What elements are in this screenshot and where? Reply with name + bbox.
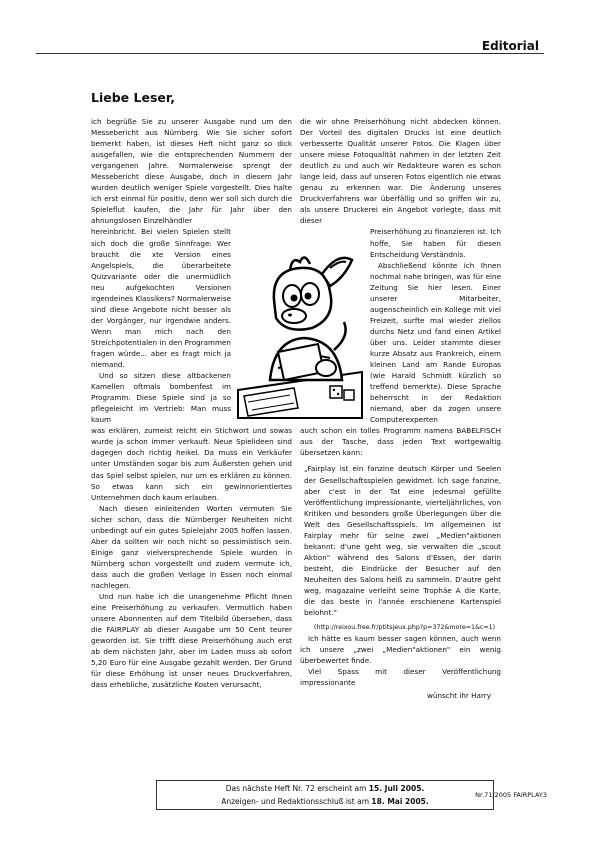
notice-line-2 [157, 796, 493, 809]
quote: „Fairplay ist ein fanzine deutsch Körper und Seelen der Gesellschaftsspielen gewidmet. Ich sage fanzine, aber c'est in der Tat eine jedesmal gefüllte Veröffentlichung impressionante, vierteljährliches, von Kritiken und besonders große Überlegungen über die Welt des Gesellschaftsspiels. Im allgemeinen ist Fairplay mehr für seine zwei „Medien"aktionen bekannt: d'une geht weg, sie verwalten die „scout Aktion" während des Salons d'Essen, der darin besteht, die Eindrücke der Besucher auf den Neuheiten des Salons heiß zu sammeln. D'autre geht weg, magazaine verleiht seine Trophäe A die Karte, die das beste in l'année erschienene Kartenspiel belohnt." [304, 464, 501, 618]
page-number: 3 [542, 791, 547, 799]
notice-next-issue-date: 15. Juli 2005. [368, 784, 425, 793]
section-title: Editorial [481, 39, 539, 53]
paragraph: hereinbricht. Bei vielen Spielen stellt sich doch die große Sinnfrage: Wer braucht die xte Version eines Angelspiels, die überarbeitete Quizvariante oder die unermüdlich neu aufgekochten Versionen irgendeines Klassikers? Normalerweise sind diese Angebote nicht besser als der Vorgänger, nur irgendwie anders. Wenn man mich nach den Streichpotentialen in den Programmen fragen würde... aber es fragt mich ja niemand. [91, 227, 231, 370]
paragraph: auch schon ein tolles Programm namens BABELFISCH aus der Tasche, dass jeden Text wortgewaltig übersetzen kann: [300, 426, 501, 458]
notice-line-2-text: Anzeigen- und Redaktionsschluß ist am [221, 796, 372, 806]
paragraph: Ich hätte es kaum besser sagen können, auch wenn ich unsere „zwei „Medien"aktionen" ein wenig überbewertet finde. [300, 634, 501, 666]
paragraph: Abschließend könnte ich Ihnen nochmal nahe bringen, was für eine Zeitung Sie hier lesen. Einer unserer Mitarbeiter, augenscheinlich ein Kollege mit viel Freizeit, surfte mal wieder ziellos durchs Netz und fand einen Artikel über uns. Leider stammte dieser kurze Absatz aus Frankreich, einem kleinen Land am Rande Europas (wie Harald Schmidt kürzlich so treffend bemerkte). Diese Sprache beherrscht in der Redaktion niemand, aber da zogen unsere Computerexperten [370, 260, 501, 425]
footer-issue: Nr.71/2005 FAIRPLAY [475, 791, 543, 799]
greeting-heading: Liebe Leser, [91, 90, 175, 105]
header-rule [36, 53, 544, 54]
paragraph: was erklären, zumeist reicht ein Stichwort und sowas wurde ja schon immer verkauft. Neue Spielideen sind dagegen doch richtig heikel. Da muss ein Verkäufer unter Umständen sogar bis zum Äußersten gehen und das Spiel selbst spielen, nur um es erklären zu können. So etwas kann sich ein gewinnorientiertes Unternehmen doch kaum erlauben. [91, 426, 292, 502]
page-footer [475, 791, 547, 799]
notice-line-1-text: Das nächste Heft Nr. 72 erscheint am [225, 784, 369, 793]
paragraph: Nach diesen einleitenden Worten vermuten Sie sicher schon, dass die Nürnberger Neuheiten nicht unbedingt auf ein gutes Spielejahr 2005 hoffen lassen. Aber da sollten wir noch nicht so pessimistisch sein. Einige ganz vielversprechende Spiele wurden in Nürnberg schon vorgestellt und zudem vermute ich, dass auch die großen Verlage in Essen noch einmal nachlegen. [91, 503, 292, 590]
signature: wünscht ihr Harry [427, 691, 491, 701]
paragraph: die wir ohne Preiserhöhung nicht abdecken können. Der Vorteil des digitalen Drucks ist eine deutlich verbesserte Qualität unserer Fotos. Die Klagen über unsere miese Fotoqualität nahmen in der letzten Zeit deutlich zu und auch wir Redakteure waren es schon lange leid, dass auf unseren Fotos eigentlich nie etwas genau zu erkennen war. Die Änderung unseres Druckverfahrens war überfällig und so griffen wir zu, als unsere Druckerei ein Angebot vorlegte, dass mit dieser [300, 117, 501, 226]
paragraph: Viel Spass mit dieser Veröffentlichung impressionante [300, 667, 501, 688]
notice-line-1 [157, 783, 493, 796]
next-issue-notice [156, 780, 494, 810]
paragraph: Und nun habe ich die unangenehme Pflicht Ihnen eine Preiserhöhung zu verkaufen. Vermutlich haben unsere Abonnenten auf dem Titelbild übersehen, dass die FAIRPLAY ab dieser Ausgabe um 50 Cent teurer geworden ist. Sie trifft diese Preiserhöhung auch erst ab dem nächsten Jahr, aber im Laden muss ab sofort 5,20 Euro für eine Ausgabe gezahlt werden. Der Grund für diese Erhöhung ist unser neues Druckverfahren, dass erhebliche, zusätzliche Kosten verursacht, [91, 592, 292, 690]
paragraph: Preiserhöhung zu finanzieren ist. Ich hoffe, Sie haben für diesen Entscheidung Verständnis. [370, 227, 501, 259]
cartoon-figure-icon [234, 240, 366, 420]
notice-deadline-date: 18. Mai 2005. [371, 796, 429, 806]
source-url: (http://reixou.free.fr/ptitsjeux.php?p=372&more=1&c=1) [314, 624, 496, 632]
paragraph: Und so sitzen diese altbackenen Kamellen oftmals bombenfest im Programm. Diese Spiele sind ja so pflegeleicht im Vertrieb: Man muss kaum [91, 371, 231, 425]
paragraph: ich begrüße Sie zu unserer Ausgabe rund um den Messebericht aus Nürnberg. Wie Sie sicher sofort bemerkt haben, ist dieses Heft nicht ganz so dick ausgefallen, wie die entsprechenden Nummern der vergangenen Jahre. Normalerweise sprengt der Messebericht diese Ausgabe, doch in diesem Jahr wurden deutlich weniger Spiele vorgestellt. Dies halte ich erst einmal für positiv, denn wer soll sich durch die Spieleflut kaufen, die Jahr für Jahr über den ahnungslosen Einzelhändler [91, 117, 292, 226]
